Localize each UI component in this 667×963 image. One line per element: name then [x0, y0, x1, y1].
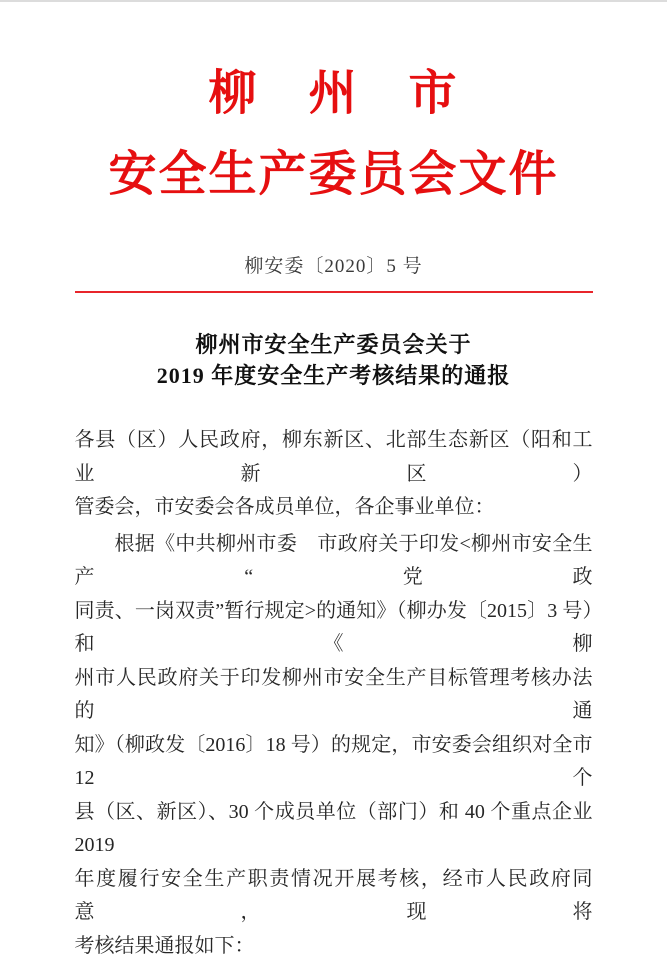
salutation-paragraph — [75, 424, 593, 525]
main-paragraph — [75, 528, 593, 963]
body-text-line: 州市人民政府关于印发柳州市安全生产目标管理考核办法的通 — [75, 662, 593, 729]
letterhead — [0, 70, 667, 199]
body-text-line: 各县（区）人民政府，柳东新区、北部生态新区（阳和工业新区） — [75, 424, 593, 491]
org-name-line2: 安全生产委员会文件 — [0, 151, 667, 199]
body-text-line: 知》（柳政发〔2016〕18 号）的规定，市安委会组织对全市 12 个 — [75, 729, 593, 796]
body-text-line: 考核结果通报如下： — [75, 930, 593, 963]
body-text-line: 管委会，市安委会各成员单位，各企事业单位： — [75, 491, 593, 525]
document-title-line1: 柳州市安全生产委员会关于 — [0, 329, 667, 360]
body-text-line: 县（区、新区）、30 个成员单位（部门）和 40 个重点企业 2019 — [75, 796, 593, 863]
red-divider-rule — [75, 291, 593, 293]
org-name-line1: 柳 州 市 — [0, 70, 667, 118]
body-text-line: 同责、一岗双责”暂行规定>的通知》（柳办发〔2015〕3 号）和《柳 — [75, 595, 593, 662]
document-body — [75, 424, 593, 963]
document-title — [0, 329, 667, 391]
document-number: 柳安委〔2020〕5 号 — [0, 256, 667, 278]
body-text-line: 根据《中共柳州市委 市政府关于印发<柳州市安全生产“党政 — [75, 528, 593, 595]
document-title-line2: 2019 年度安全生产考核结果的通报 — [0, 360, 667, 391]
body-text-line: 年度履行安全生产职责情况开展考核，经市人民政府同意，现将 — [75, 863, 593, 930]
